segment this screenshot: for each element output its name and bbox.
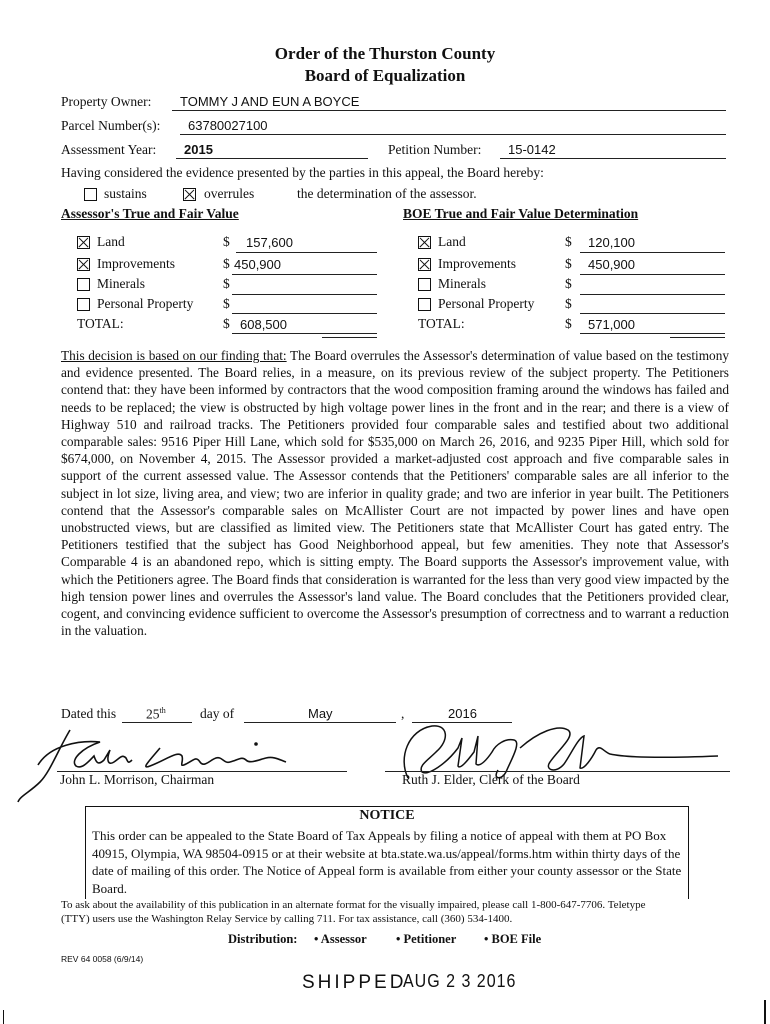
decision-text: The Board overrules the Assessor's determination of value based on the testimony and evidence presented. The Board relies, in a measure, on its previous review of the subject property. The Petitioners contend that: they have been informed by contractors that the wood composition framing around the windows has failed and needs to be replaced; the view is obstructed by high voltage power lines in the front and in the rear; and there is a view of Highway 510 and railroad tracks. The Petitioners provided four comparable sales and testified about two additional comparable sales: 9516 Piper Hill Lane, which sold for $535,000 on March 26, 2016, and 9235 Piper Hill, which sold for $674,000, on November 4, 2015. The Assessor provided a market-adjusted cost approach and five comparable sales in support of the current assessed value. The Assessor contends that the Petitioners' comparable sales are all inferior to the subject in lot size, living area, and view; two are inferior in quality grade; and two are inferior in year built. The Petitioners contend that the Assessor's comparable sales on McAllister Court are not impacted by power lines and have open unobstructed views, but are classified as limited view. The Petitioners state that McAllister Court has gated entry. The Petitioners testified that the subject has Good Neighborhood appeal, but few amenities. They note that Assessor's Comparable 4 is an abandoned repo, which is sitting empty. The Board supports the Assessor's improvement value, with which the Petitioners agree. The Board finds that consideration is warranted for the less than very good view impacted by the high tension power lines and overrules the Assessor's land value. The Board concludes that the Petitioners provided clear, cogent, and convincing evidence sufficient to overcome the Assessor's presumption of correctness and to warrant a reduction in the valuation. (61, 348, 729, 639)
dated-month: May (308, 706, 333, 721)
assessor-total-currency: $ (223, 316, 230, 331)
boe-minerals-checkbox[interactable] (418, 278, 431, 291)
parcel-value: 63780027100 (188, 118, 268, 133)
assessor-total-line (232, 333, 377, 334)
document-subtitle: Board of Equalization (304, 66, 466, 85)
sustains-label: sustains (104, 186, 147, 201)
shipped-date: AUG 2 3 2016 (403, 972, 517, 992)
document-title: Order of the Thurston County (274, 44, 496, 63)
assessor-land-line (236, 252, 377, 253)
boe-improvements-value: 450,900 (588, 257, 635, 272)
assessor-personal-line (232, 313, 377, 314)
boe-land-value: 120,100 (588, 235, 635, 250)
distribution-assessor: • Assessor (314, 932, 367, 946)
owner-value: TOMMY J AND EUN A BOYCE (180, 94, 360, 109)
distribution-label: Distribution: (228, 932, 298, 946)
assessor-heading: Assessor's True and Fair Value (61, 206, 239, 221)
year-value: 2015 (184, 142, 213, 157)
assessor-improvements-value: 450,900 (234, 257, 281, 272)
assessor-minerals-currency: $ (223, 276, 230, 291)
owner-label: Property Owner: (61, 94, 152, 109)
petition-label: Petition Number: (388, 142, 482, 157)
boe-personal-line (580, 313, 725, 314)
sustains-checkbox[interactable] (84, 188, 97, 201)
dated-day-suffix: th (159, 706, 166, 715)
assessor-improvements-line (232, 274, 377, 275)
boe-minerals-label: Minerals (438, 276, 486, 291)
intro-text: Having considered the evidence presented by the parties in this appeal, the Board hereby: (61, 165, 544, 180)
boe-minerals-line (580, 294, 725, 295)
chairman-name: John L. Morrison, Chairman (60, 772, 215, 787)
assessor-total-double-line (322, 337, 377, 338)
petition-value: 15-0142 (508, 142, 556, 157)
boe-heading: BOE True and Fair Value Determination (403, 206, 639, 221)
assessor-land-currency: $ (223, 234, 230, 249)
assessor-land-label: Land (97, 234, 125, 249)
boe-improvements-checkbox[interactable] (418, 258, 431, 271)
decision-lead: This decision is based on our finding that: (61, 348, 287, 363)
boe-total-currency: $ (565, 316, 572, 331)
distribution-petitioner: • Petitioner (396, 932, 457, 946)
assessor-personal-currency: $ (223, 296, 230, 311)
assessor-improvements-currency: $ (223, 256, 230, 271)
boe-improvements-label: Improvements (438, 256, 516, 271)
boe-minerals-currency: $ (565, 276, 572, 291)
notice-text: This order can be appealed to the State Board of Tax Appeals by filing a notice of appeal with them at PO Box 40915, Olympia, WA 98504-0915 or at their website at bta.state.wa.us/appeal/forms.htm within thirty days of the date of mailing of this order. The Notice of Appeal form is available from either your county assessor or the State Board. (92, 828, 682, 896)
boe-total-value: 571,000 (588, 317, 635, 332)
assessor-total-label: TOTAL: (77, 316, 124, 331)
assessor-minerals-checkbox[interactable] (77, 278, 90, 291)
chairman-signature (10, 720, 300, 806)
dated-label: Dated this (61, 706, 117, 721)
boe-land-currency: $ (565, 234, 572, 249)
assessor-total-value: 608,500 (240, 317, 287, 332)
boe-personal-checkbox[interactable] (418, 298, 431, 311)
boe-personal-currency: $ (565, 296, 572, 311)
decision-paragraph (61, 347, 729, 639)
year-line (176, 158, 368, 159)
scan-edge-mark-left (3, 1010, 4, 1024)
scan-edge-mark (764, 1000, 766, 1024)
distribution-boe-file: • BOE File (484, 932, 542, 946)
boe-improvements-currency: $ (565, 256, 572, 271)
dated-day-number: 25 (146, 706, 160, 722)
boe-personal-label: Personal Property (438, 296, 535, 311)
boe-land-checkbox[interactable] (418, 236, 431, 249)
shipped-stamp: SHIPPED (302, 972, 407, 993)
owner-line (172, 110, 726, 111)
boe-land-label: Land (438, 234, 466, 249)
assessor-improvements-checkbox[interactable] (77, 258, 90, 271)
assessor-minerals-line (232, 294, 377, 295)
petition-line (500, 158, 726, 159)
assessor-personal-checkbox[interactable] (77, 298, 90, 311)
boe-total-line (580, 333, 725, 334)
boe-improvements-line (580, 274, 725, 275)
parcel-label: Parcel Number(s): (61, 118, 161, 133)
year-label: Assessment Year: (61, 142, 157, 157)
accessibility-text: To ask about the availability of this publication in an alternate format for the visually impaired, please call 1-800-647-7706. Teletype (TTY) users use the Washington Relay Service by calling 711. For tax assistance, call (360) 534-1400. (61, 899, 646, 925)
assessor-land-checkbox[interactable] (77, 236, 90, 249)
assessor-land-value: 157,600 (246, 235, 293, 250)
dated-comma: , (401, 706, 405, 721)
determination-text: the determination of the assessor. (297, 186, 477, 201)
dated-year: 2016 (448, 706, 477, 721)
assessor-minerals-label: Minerals (97, 276, 145, 291)
clerk-name: Ruth J. Elder, Clerk of the Board (402, 772, 580, 787)
boe-total-double-line (670, 337, 725, 338)
notice-title: NOTICE (359, 808, 415, 823)
assessor-improvements-label: Improvements (97, 256, 175, 271)
parcel-line (180, 134, 726, 135)
dated-dayof-label: day of (200, 706, 235, 721)
overrules-checkbox[interactable] (183, 188, 196, 201)
overrules-label: overrules (204, 186, 255, 201)
assessor-personal-label: Personal Property (97, 296, 194, 311)
boe-total-label: TOTAL: (418, 316, 465, 331)
boe-land-line (580, 252, 725, 253)
form-id: REV 64 0058 (6/9/14) (61, 954, 144, 964)
